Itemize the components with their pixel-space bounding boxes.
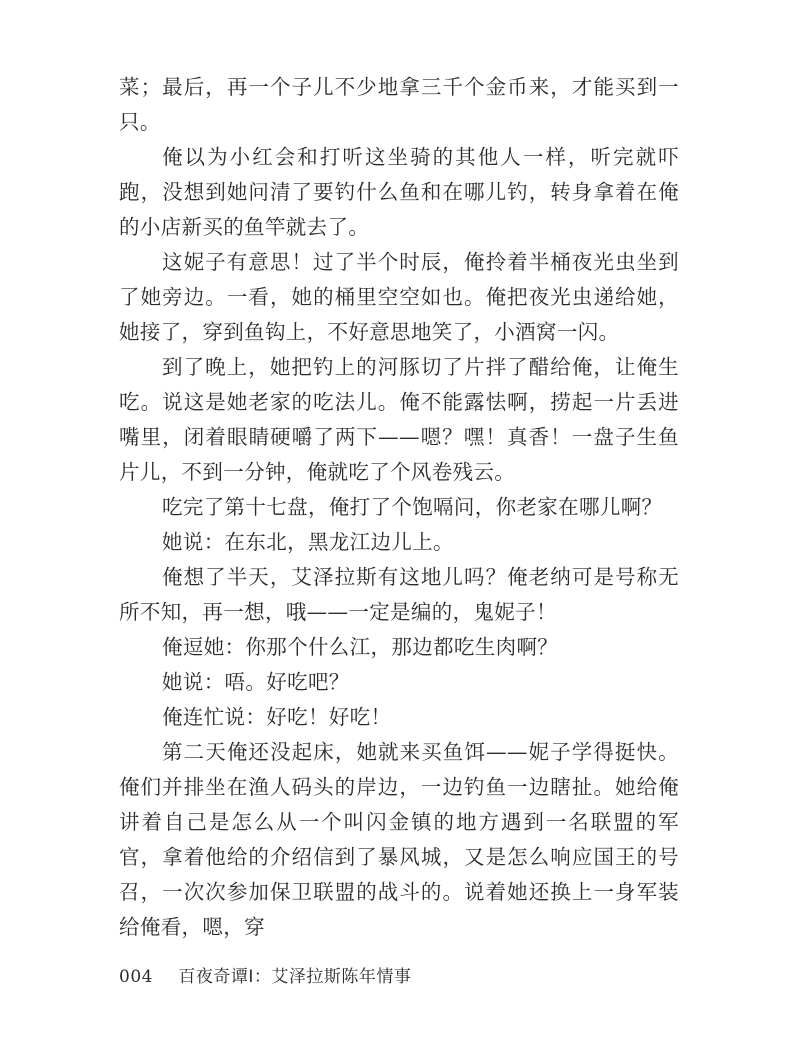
page-number: 004 bbox=[119, 967, 153, 987]
paragraph: 第二天俺还没起床，她就来买鱼饵——妮子学得挺快。俺们并排坐在渔人码头的岸边，一边钓鱼一边瞎扯。她给俺讲着自己是怎么从一个叫闪金镇的地方遇到一名联盟的军官，拿着他给的介绍信到了暴风城，又是怎么响应国王的号召，一次次参加保卫联盟的战斗的。说着她还换上一身军装给俺看，嗯，穿 bbox=[119, 740, 679, 939]
page-body bbox=[119, 70, 679, 945]
paragraph: 她说：唔。好吃吧？ bbox=[162, 670, 350, 694]
paragraph: 俺以为小红会和打听这坐骑的其他人一样，听完就吓跑，没想到她问清了要钓什么鱼和在哪儿钓，转身拿着在俺的小店新买的鱼竿就去了。 bbox=[119, 145, 679, 239]
page-footer bbox=[119, 962, 411, 987]
paragraph: 俺逗她：你那个什么江，那边都吃生肉啊？ bbox=[162, 635, 559, 659]
paragraph: 这妮子有意思！过了半个时辰，俺拎着半桶夜光虫坐到了她旁边。一看，她的桶里空空如也。俺把夜光虫递给她，她接了，穿到鱼钩上，不好意思地笑了，小酒窝一闪。 bbox=[119, 250, 679, 344]
paragraph: 吃完了第十七盘，俺打了个饱嗝问，你老家在哪儿啊？ bbox=[162, 495, 663, 519]
paragraph: 俺想了半天，艾泽拉斯有这地儿吗？俺老纳可是号称无所不知，再一想，哦——一定是编的，鬼妮子！ bbox=[119, 565, 679, 624]
paragraph-continuation: 菜；最后，再一个子儿不少地拿三千个金币来，才能买到一只。 bbox=[119, 75, 679, 134]
paragraph: 到了晚上，她把钓上的河豚切了片拌了醋给俺，让俺生吃。说这是她老家的吃法儿。俺不能露怯啊，捞起一片丢进嘴里，闭着眼睛硬嚼了两下——嗯？嘿！真香！一盘子生鱼片儿，不到一分钟，俺就吃了个风卷残云。 bbox=[119, 355, 679, 484]
running-title: 百夜奇谭Ⅰ：艾泽拉斯陈年情事 bbox=[178, 967, 412, 987]
paragraph: 俺连忙说：好吃！好吃！ bbox=[162, 705, 392, 729]
paragraph: 她说：在东北，黑龙江边儿上。 bbox=[162, 530, 454, 554]
